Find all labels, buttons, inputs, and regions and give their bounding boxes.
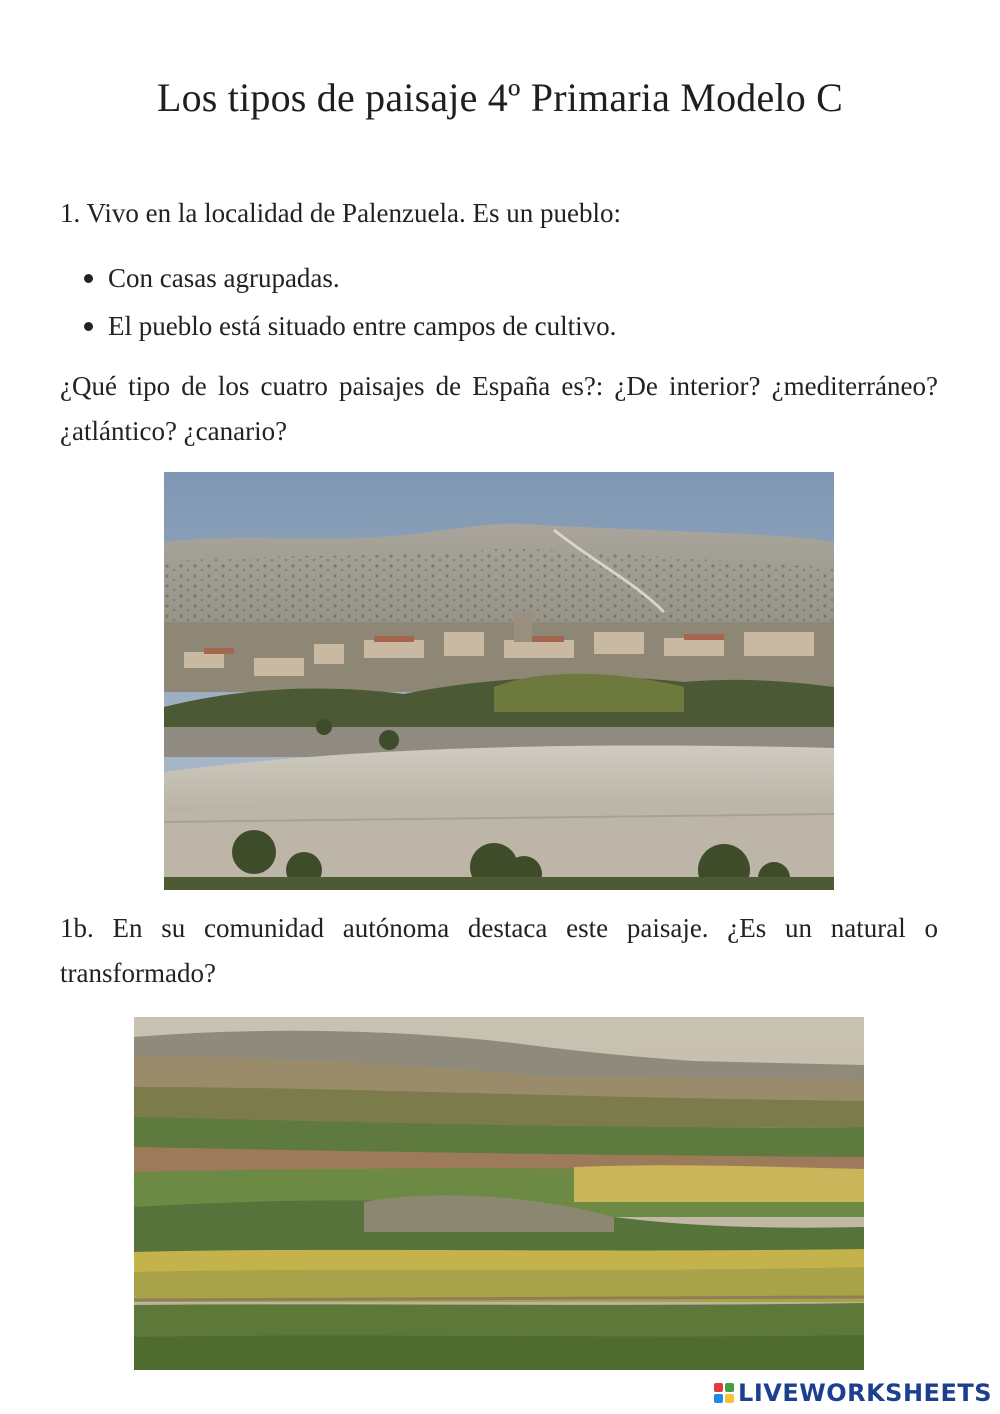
village-landscape-photo	[164, 472, 834, 890]
bullet-item	[60, 308, 616, 356]
question-1-bullet-list	[60, 260, 616, 356]
page-title: Los tipos de paisaje 4º Primaria Modelo C	[156, 75, 844, 120]
bullet-dot-icon	[84, 322, 93, 331]
bullet-dot-icon	[84, 274, 93, 283]
question-1-prompt: ¿Qué tipo de los cuatro paisajes de España es?: ¿De interior? ¿mediterráneo? ¿atlántico? ¿canario?	[60, 371, 938, 446]
question-1b-prompt: 1b. En su comunidad autónoma destaca este paisaje. ¿Es un natural o transformado?	[60, 913, 938, 988]
bullet-text: Con casas agrupadas.	[108, 263, 340, 293]
question-1-intro: 1. Vivo en la localidad de Palenzuela. Es un pueblo:	[60, 198, 621, 228]
liveworksheets-logo-icon	[714, 1383, 734, 1403]
liveworksheets-brand-text: LIVEWORKSHEETS	[738, 1379, 992, 1407]
bullet-item	[60, 260, 616, 308]
liveworksheets-logo	[714, 1378, 992, 1408]
bullet-text: El pueblo está situado entre campos de cultivo.	[108, 311, 617, 341]
fields-landscape-photo	[134, 1017, 864, 1370]
